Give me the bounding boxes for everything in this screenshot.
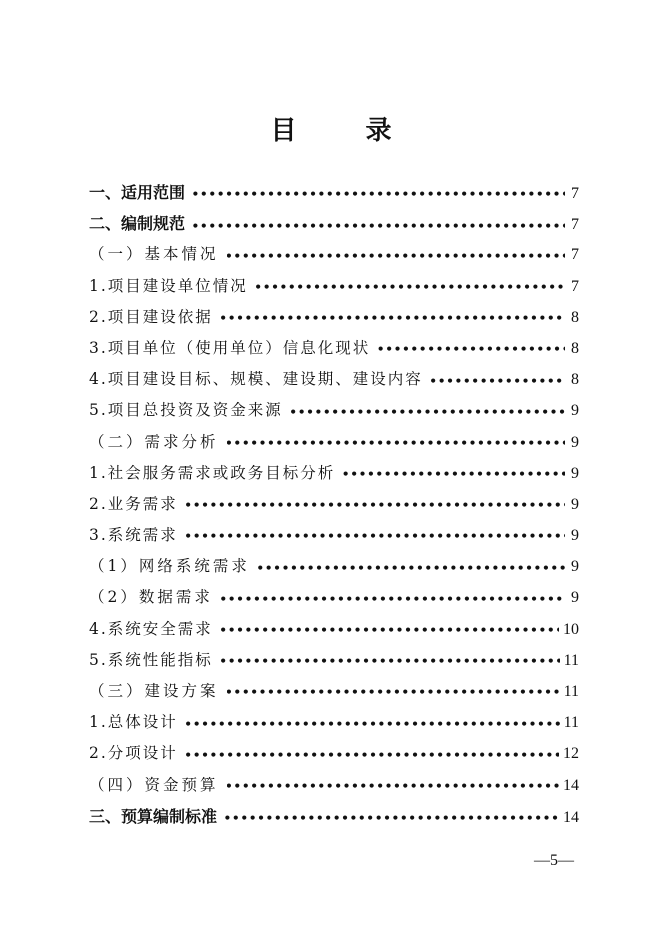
toc-entry-label: 1.总体设计 — [89, 713, 178, 732]
toc-entry-label: 3.项目单位（使用单位）信息化现状 — [89, 338, 371, 357]
toc-dot-leader — [227, 677, 560, 709]
toc-dot-leader — [221, 646, 560, 678]
toc-dot-leader — [186, 739, 559, 771]
toc-entry[interactable] — [89, 427, 579, 458]
toc-entry-page: 9 — [571, 402, 579, 420]
toc-dot-leader — [431, 365, 565, 397]
toc-dot-leader — [227, 240, 565, 272]
toc-entry[interactable] — [89, 801, 579, 832]
toc-entry-page: 7 — [571, 216, 579, 234]
toc-entry-page: 11 — [563, 714, 579, 732]
toc-entry[interactable] — [89, 707, 579, 738]
toc-entry-page: 7 — [571, 277, 579, 295]
toc-entry[interactable] — [89, 177, 579, 208]
toc-entry-page: 12 — [563, 745, 579, 763]
toc-entry[interactable] — [89, 395, 579, 426]
toc-entry[interactable] — [89, 208, 579, 239]
toc-entry-page: 9 — [571, 433, 579, 451]
toc-entry-label: 4.项目建设目标、规模、建设期、建设内容 — [89, 370, 423, 389]
toc-entry-label: 5.系统性能指标 — [89, 650, 213, 669]
toc-entry[interactable] — [89, 302, 579, 333]
toc-dot-leader — [221, 583, 565, 615]
toc-entry-label: 三、预算编制标准 — [89, 806, 218, 826]
toc-entry[interactable] — [89, 738, 579, 769]
toc-entry-label: 5.项目总投资及资金来源 — [89, 401, 283, 420]
toc-entry-page: 9 — [571, 558, 579, 576]
toc-entry[interactable] — [89, 271, 579, 302]
toc-entry-label: 一、适用范围 — [89, 183, 186, 202]
toc-entry[interactable] — [89, 645, 579, 676]
toc-entry[interactable] — [89, 770, 579, 801]
toc-dot-leader — [193, 179, 565, 211]
toc-entry-label: 3.系统需求 — [89, 526, 178, 545]
toc-dot-leader — [225, 803, 559, 835]
toc-entry-page: 11 — [563, 683, 579, 700]
toc-entry-label: （2）数据需求 — [89, 588, 213, 607]
toc-entry-page: 7 — [571, 185, 579, 202]
toc-entry-label: （三）建设方案 — [89, 682, 219, 700]
toc-dot-leader — [221, 303, 565, 335]
toc-entry[interactable] — [89, 551, 579, 582]
toc-entry[interactable] — [89, 614, 579, 645]
toc-entry-label: （一）基本情况 — [89, 245, 219, 264]
toc-entry-page: 14 — [563, 776, 579, 794]
page-title: 目 录 — [270, 116, 422, 146]
toc-entry-page: 9 — [571, 527, 579, 545]
toc-entry[interactable] — [89, 239, 579, 270]
toc-entry-page: 8 — [571, 339, 579, 357]
toc-entry-page: 11 — [563, 651, 579, 669]
page-number: —5— — [534, 852, 574, 869]
toc-entry-page: 9 — [571, 589, 579, 607]
toc-entry[interactable] — [89, 458, 579, 489]
toc-entry[interactable] — [89, 333, 579, 364]
toc-entry-page: 7 — [571, 246, 579, 264]
toc-entry-page: 9 — [571, 495, 579, 513]
toc-dot-leader — [221, 615, 559, 647]
toc-entry-page: 10 — [563, 620, 579, 638]
toc-entry-label: 2.项目建设依据 — [89, 307, 213, 326]
toc-entry-page: 14 — [563, 808, 579, 826]
toc-entry-page: 8 — [571, 371, 579, 389]
toc-entry-page: 9 — [571, 464, 579, 482]
toc-dot-leader — [343, 459, 565, 491]
toc-entry-label: 2.业务需求 — [89, 494, 178, 513]
toc-entry-label: （1）网络系统需求 — [89, 557, 250, 576]
toc-dot-leader — [227, 771, 559, 803]
toc-entry[interactable] — [89, 582, 579, 613]
toc-entry[interactable] — [89, 489, 579, 520]
toc-entry-label: 4.系统安全需求 — [89, 619, 213, 638]
toc-dot-leader — [258, 552, 565, 584]
toc-entry-label: 2.分项设计 — [89, 744, 178, 763]
toc-entry-label: （四）资金预算 — [89, 775, 219, 794]
toc-entry-label: （二）需求分析 — [89, 432, 219, 451]
toc-entry-label: 二、编制规范 — [89, 214, 186, 234]
toc-dot-leader — [227, 428, 565, 460]
toc-entry[interactable] — [89, 364, 579, 395]
toc-entry-page: 8 — [571, 308, 579, 326]
toc-entry-label: 1.社会服务需求或政务目标分析 — [89, 463, 336, 482]
toc-dot-leader — [186, 708, 560, 740]
toc-dot-leader — [291, 396, 565, 428]
toc-dot-leader — [378, 334, 565, 366]
table-of-contents — [89, 177, 579, 832]
toc-dot-leader — [193, 210, 565, 242]
toc-dot-leader — [186, 490, 565, 522]
toc-entry-label: 1.项目建设单位情况 — [89, 276, 248, 295]
toc-entry[interactable] — [89, 676, 579, 707]
toc-dot-leader — [256, 272, 565, 304]
toc-dot-leader — [186, 521, 565, 553]
toc-entry[interactable] — [89, 520, 579, 551]
